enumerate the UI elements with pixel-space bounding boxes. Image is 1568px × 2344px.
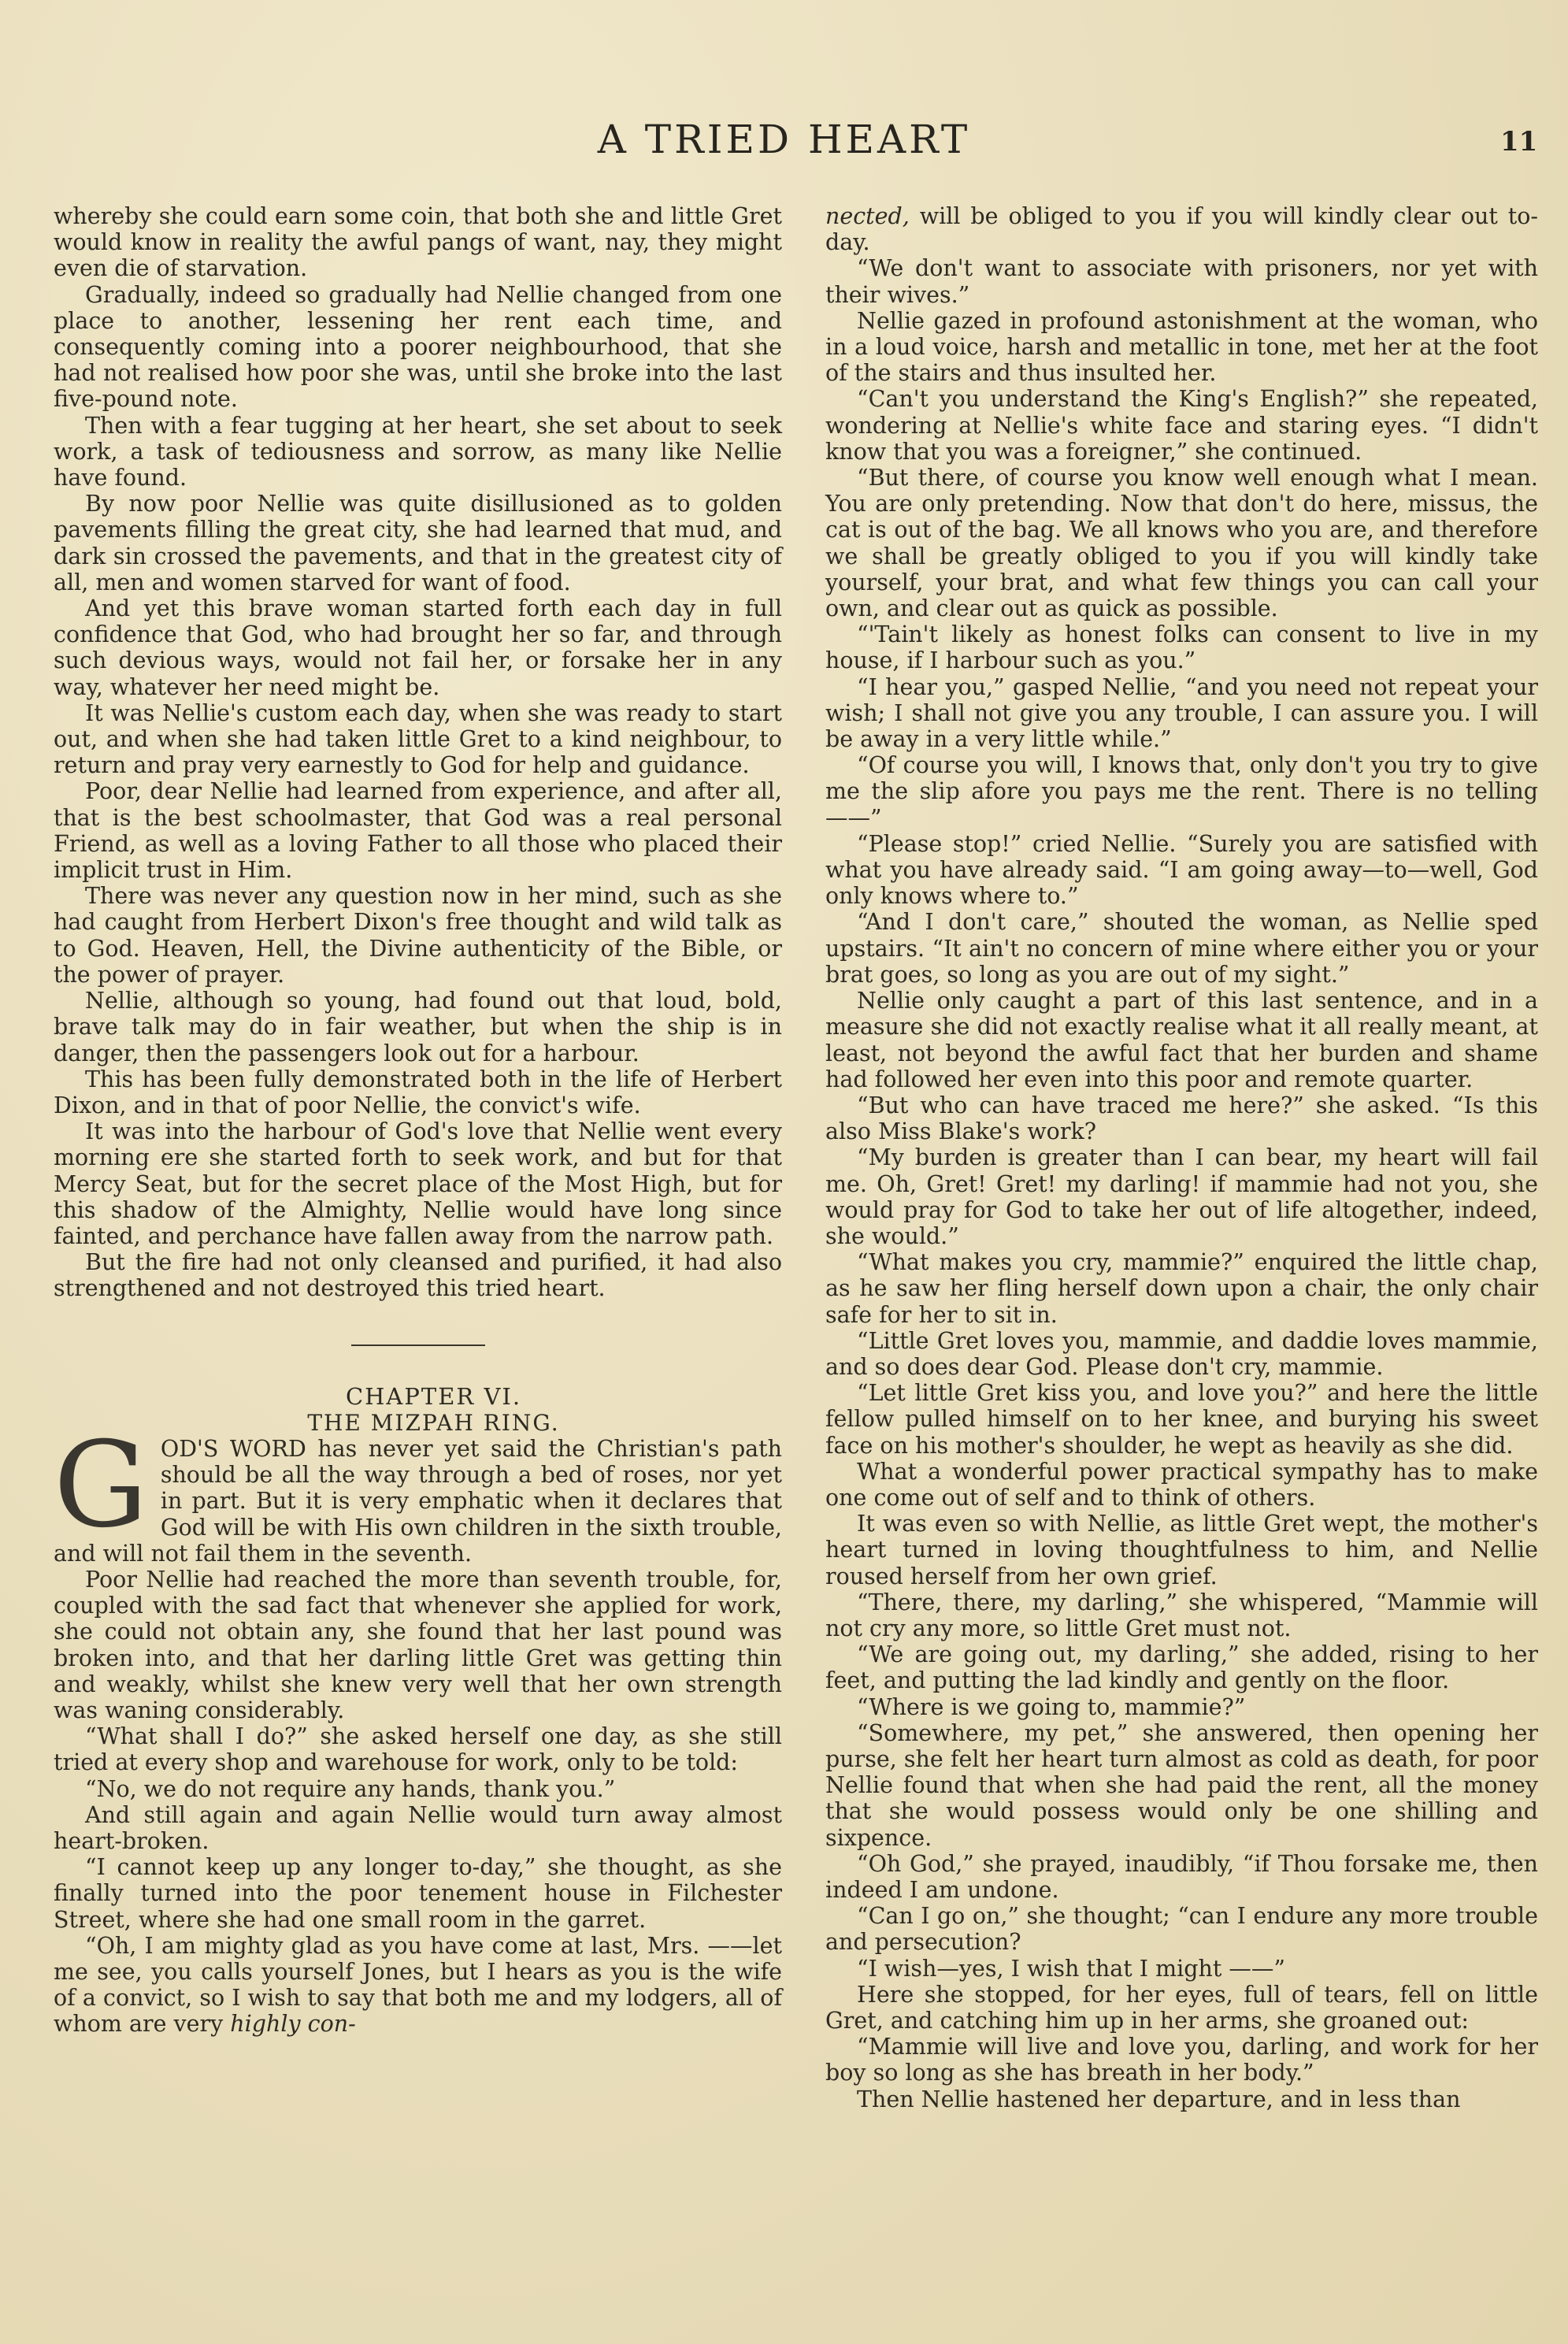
paragraph: “Somewhere, my pet,” she answered, then opening her purse, she felt her heart turn almost as cold as death, for poor Nellie found that when she had paid the rent, all the money that she would possess would only be one shilling and sixpence. xyxy=(825,1719,1538,1851)
paragraph xyxy=(54,1933,782,2038)
paragraph-text: OD'S WORD has never yet said the Christian's path should be all the way through a bed of roses, nor yet in part. But it is very emphatic when it declares that God will be with His own children in the sixth trouble, and will not fail them in the seventh. xyxy=(54,1435,782,1567)
paragraph: What a wonderful power practical sympathy has to make one come out of self and to think of others. xyxy=(825,1458,1538,1511)
paragraph xyxy=(825,203,1538,255)
paragraph-text: “Oh, I am mighty glad as you have come at last, Mrs. ——let me see, you calls yourself Jones, but I hears as you is the wife of a convict, so I wish to say that both me and my lodgers, all of whom are very xyxy=(54,1932,782,2038)
paragraph: “I hear you,” gasped Nellie, “and you need not repeat your wish; I shall not give you any trouble, I can assure you. I will be away in a very little while.” xyxy=(825,673,1538,753)
paragraph: “'Tain't likely as honest folks can consent to live in my house, if I harbour such as you.” xyxy=(825,621,1538,674)
paragraph: “Of course you will, I knows that, only don't you try to give me the slip afore you pays me the rent. There is no telling ——” xyxy=(825,752,1538,831)
paragraph: Poor, dear Nellie had learned from experience, and after all, that is the best schoolmaster, that God was a real personal Friend, as well as a loving Father to all those who placed their implicit trust in Him. xyxy=(54,778,782,884)
paragraph: “Can I go on,” she thought; “can I endure any more trouble and persecution? xyxy=(825,1903,1538,1956)
paragraph: It was Nellie's custom each day, when she was ready to start out, and when she had taken little Gret to a kind neighbour, to return and pray very earnestly to God for help and guidance. xyxy=(54,699,782,779)
paragraph: “And I don't care,” shouted the woman, as Nellie sped upstairs. “It ain't no concern of mine where either you or your brat goes, so long as you are out of my sight.” xyxy=(825,909,1538,988)
paragraph: And yet this brave woman started forth each day in full confidence that God, who had brought her so far, and through such devious ways, would not fail her, or forsake her in any way, whatever her need might be. xyxy=(54,595,782,700)
paragraph: “I wish—yes, I wish that I might ——” xyxy=(857,1955,1285,1982)
paragraph: Gradually, indeed so gradually had Nellie changed from one place to another, lessening her rent each time, and consequently coming into a poorer neighbourhood, that she had not realised how poor she was, until she broke into the last five-pound note. xyxy=(54,281,782,413)
italic-text: nected, xyxy=(825,203,910,229)
paragraph: “Let little Gret kiss you, and love you?” and here the little fellow pulled himself on to her knee, and burying his sweet face on his mother's shoulder, he wept as heavily as she did. xyxy=(825,1380,1538,1459)
paragraph: And still again and again Nellie would turn away almost heart-broken. xyxy=(54,1801,782,1854)
italic-text: highly con- xyxy=(230,2011,356,2038)
paragraph: Nellie, although so young, had found out that loud, bold, brave talk may do in fair weather, but when the ship is in danger, then the passengers look out for a harbour. xyxy=(54,988,782,1066)
paragraph: “Please stop!” cried Nellie. “Surely you are satisfied with what you have already said. “I am going away—to—well, God only knows where to.” xyxy=(825,830,1538,910)
paragraph: “Little Gret loves you, mammie, and daddie loves mammie, and so does dear God. Please don't cry, mammie. xyxy=(825,1327,1538,1380)
paragraph: Then with a fear tugging at her heart, she set about to seek work, a task of tediousness and sorrow, as many like Nellie have found. xyxy=(54,412,782,491)
paragraph-text: will be obliged to you if you will kindly clear out to-day. xyxy=(825,203,1538,256)
paragraph: “Mammie will live and love you, darling, and work for her boy so long as she has breath in her body.” xyxy=(825,2034,1538,2086)
paragraph: Then Nellie hastened her departure, and in less than xyxy=(857,2086,1461,2112)
running-title: A TRIED HEART xyxy=(597,117,971,162)
paragraph: Nellie only caught a part of this last sentence, and in a measure she did not exactly realise what it all really meant, at least, not beyond the awful fact that her burden and shame had followed her even into this poor and remote quarter. xyxy=(825,988,1538,1092)
chapter-subtitle: THE MIZPAH RING. xyxy=(307,1409,560,1436)
paragraph: Here she stopped, for her eyes, full of tears, fell on little Gret, and catching him up in her arms, she groaned out: xyxy=(825,1981,1538,2034)
section-divider xyxy=(351,1344,485,1346)
paragraph: “What shall I do?” she asked herself one day, as she still tried at every shop and warehouse for work, only to be told: xyxy=(54,1723,782,1776)
paragraph: “Oh God,” she prayed, inaudibly, “if Thou forsake me, then indeed I am undone. xyxy=(825,1850,1538,1903)
left-column xyxy=(54,203,782,2038)
paragraph: Poor Nellie had reached the more than seventh trouble, for, coupled with the sad fact that whenever she applied for work, she could not obtain any, she found that her last pound was broken into, and that her darling little Gret was getting thin and weakly, whilst she knew very well that her own strength was waning considerably. xyxy=(54,1566,782,1723)
paragraph: It was even so with Nellie, as little Gret wept, the mother's heart turned in loving thoughtfulness to him, and Nellie roused herself from her own grief. xyxy=(825,1511,1538,1589)
paragraph: “Where is we going to, mammie?” xyxy=(857,1693,1246,1720)
paragraph: “What makes you cry, mammie?” enquired the little chap, as he saw her fling herself down upon a chair, the only chair safe for her to sit in. xyxy=(825,1249,1538,1328)
paragraph: “No, we do not require any hands, thank you.” xyxy=(85,1775,616,1802)
paragraph: “We are going out, my darling,” she added, rising to her feet, and putting the lad kindly and gently on the floor. xyxy=(825,1641,1538,1694)
paragraph: “I cannot keep up any longer to-day,” she thought, as she finally turned into the poor tenement house in Filchester Street, where she had one small room in the garret. xyxy=(54,1854,782,1933)
paragraph: By now poor Nellie was quite disillusioned as to golden pavements filling the great city, she had learned that mud, and dark sin crossed the pavements, and that in the greatest city of all, men and women starved for want of food. xyxy=(54,491,782,595)
right-column xyxy=(825,203,1538,2112)
paragraph: But the fire had not only cleansed and purified, it had also strengthened and not destroyed this tried heart. xyxy=(54,1249,782,1302)
drop-cap: G xyxy=(54,1416,148,1554)
page-number: 11 xyxy=(1500,126,1538,158)
paragraph: “But there, of course you know well enough what I mean. You are only pretending. Now that don't do here, missus, the cat is out of the bag. We all knows who you are, and therefore we shall be greatly obliged to you if you will kindly take yourself, your brat, and what few things you can call your own, and clear out as quick as possible. xyxy=(825,465,1538,622)
paragraph: “My burden is greater than I can bear, my heart will fail me. Oh, Gret! Gret! my darling! if mammie had not you, she would pray for God to take her out of life altogether, indeed, she would.” xyxy=(825,1144,1538,1249)
paragraph: “But who can have traced me here?” she asked. “Is this also Miss Blake's work? xyxy=(825,1092,1538,1145)
chapter-title: CHAPTER VI. xyxy=(345,1382,522,1410)
paragraph: Nellie gazed in profound astonishment at the woman, who in a loud voice, harsh and metallic in tone, met her at the foot of the stairs and thus insulted her. xyxy=(825,307,1538,387)
paragraph: It was into the harbour of God's love that Nellie went every morning ere she started forth to seek work, and but for that Mercy Seat, but for the secret place of the Most High, but for this shadow of the Almighty, Nellie would have long since fainted, and perchance have fallen away from the narrow path. xyxy=(54,1118,782,1249)
paragraph: whereby she could earn some coin, that both she and little Gret would know in reality the awful pangs of want, nay, they might even die of starvation. xyxy=(54,203,782,282)
paragraph: This has been fully demonstrated both in the life of Herbert Dixon, and in that of poor Nellie, the convict's wife. xyxy=(54,1066,782,1118)
paragraph: “There, there, my darling,” she whispered, “Mammie will not cry any more, so little Gret must not. xyxy=(825,1589,1538,1641)
paragraph: “Can't you understand the King's English?” she repeated, wondering at Nellie's white face and staring eyes. “I didn't know that you was a foreigner,” she continued. xyxy=(825,386,1538,465)
paragraph: There was never any question now in her mind, such as she had caught from Herbert Dixon's free thought and wild talk as to God. Heaven, Hell, the Divine authenticity of the Bible, or the power of prayer. xyxy=(54,883,782,988)
paragraph: “We don't want to associate with prisoners, nor yet with their wives.” xyxy=(825,255,1538,308)
